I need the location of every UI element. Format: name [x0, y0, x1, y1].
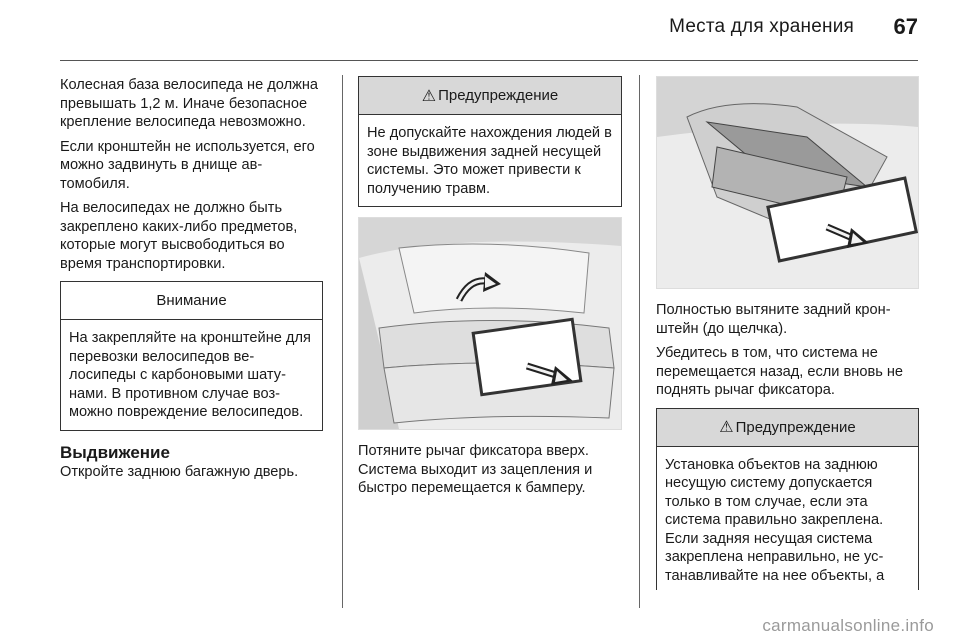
warning-box	[358, 76, 622, 207]
column-3	[656, 76, 919, 590]
section-heading: Выдвижение	[60, 442, 170, 462]
column-2	[358, 76, 622, 504]
footer-watermark: carmanualsonline.info	[762, 616, 934, 635]
warning-header	[359, 77, 621, 115]
warning-triangle-icon: ⚠	[719, 419, 734, 436]
column-divider-2	[639, 75, 640, 608]
warning-box	[656, 408, 919, 590]
warning-header	[657, 409, 918, 447]
rear-bumper-lever-drawing	[359, 218, 621, 429]
page-number: 67	[893, 14, 918, 39]
illustration-extended-carrier	[656, 76, 919, 289]
notice-box	[60, 281, 323, 431]
page-header	[0, 0, 960, 60]
column-1	[60, 76, 323, 487]
paragraph: Колесная база велосипеда не должна превышать 1,2 м. Иначе безопасное крепление велосипеда невозможно.	[60, 77, 319, 130]
extended-carrier-drawing	[657, 77, 918, 288]
paragraph: Убедитесь в том, что система не перемещается назад, если вновь не поднять рычаг фиксатора.	[656, 345, 904, 398]
notice-text: На закрепляйте на кронштейне для перевозки велосипедов велосипеды с карбоновыми шатунами. В противном случае возможно повреждение велосипедов.	[69, 330, 311, 420]
warning-title: Предупреждение	[735, 418, 856, 436]
warning-text: Не допускайте нахождения людей в зоне выдвижения задней несущей системы. Это может привести к получению травм.	[367, 125, 612, 197]
paragraph: Если кронштейн не используется, его можно задвинуть в днище автомобиля.	[60, 138, 315, 192]
page-title: Места для хранения	[669, 16, 854, 37]
header-divider	[60, 60, 918, 61]
section-text: Откройте заднюю багажную дверь.	[60, 463, 299, 480]
paragraph: На велосипедах не должно быть закреплено каких-либо предметов, которые могут высвободиться во время транспортировки.	[60, 200, 298, 272]
warning-title: Предупреждение	[438, 87, 559, 104]
paragraph: Полностью вытяните задний кронштейн (до щелчка).	[656, 302, 891, 337]
illustration-rear-bumper-lever	[358, 217, 622, 430]
notice-title: Внимание	[61, 282, 322, 320]
warning-text: Установка объектов на заднюю несущую систему допускается только в том случае, если эта система правильно закреплена. Если задняя несущая система закреплена неправильно, не устанавливайте на нее объекты, а	[665, 456, 885, 584]
warning-triangle-icon: ⚠	[421, 87, 437, 105]
column-divider-1	[342, 75, 343, 608]
illustration-caption: Потяните рычаг фиксатора вверх. Система выходит из зацепления и быстро перемещается к бамперу.	[358, 443, 593, 496]
